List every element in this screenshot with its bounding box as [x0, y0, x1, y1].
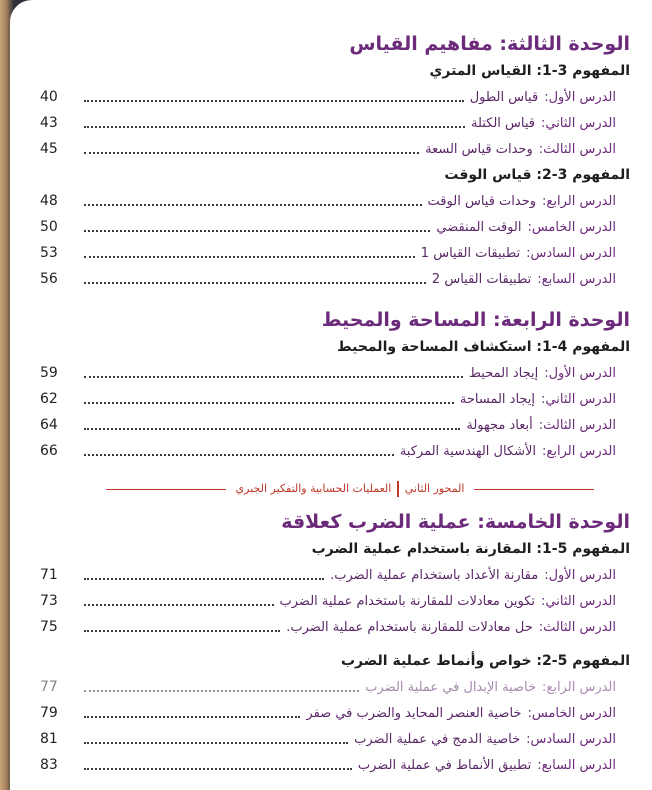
- toc-page: [10, 0, 652, 790]
- leader-dots: [84, 376, 463, 378]
- lesson-name: مقارنة الأعداد باستخدام عملية الضرب.: [330, 567, 539, 583]
- lesson-entry[interactable]: [40, 84, 630, 110]
- lesson-entry[interactable]: [40, 188, 630, 214]
- lesson-entry[interactable]: [40, 674, 630, 700]
- lesson-name: وحدات قياس الوقت: [427, 193, 537, 209]
- page-number: 43: [40, 115, 58, 131]
- lesson-name: وحدات قياس السعة: [425, 141, 533, 157]
- concept-number: المفهوم 5-2:: [536, 653, 630, 669]
- page-number: 73: [40, 593, 58, 609]
- page-number: 77: [40, 679, 58, 695]
- concept-heading: [40, 58, 630, 84]
- concept-heading: [40, 162, 630, 188]
- lesson-entry[interactable]: [40, 214, 630, 240]
- lesson-label: الدرس الأول:: [544, 365, 616, 381]
- page-number: 75: [40, 619, 58, 635]
- page-number: 62: [40, 391, 58, 407]
- lesson-name: حل معادلات للمقارنة باستخدام عملية الضرب.: [286, 619, 533, 635]
- lesson-label: الدرس الثالث:: [538, 417, 616, 433]
- leader-dots: [84, 126, 465, 128]
- axis-label: المحور الثاني: [404, 482, 465, 495]
- lesson-entry[interactable]: [40, 360, 630, 386]
- leader-dots: [84, 604, 274, 606]
- concept-heading: [40, 536, 630, 562]
- lesson-entry[interactable]: [40, 562, 630, 588]
- lesson-label: الدرس الرابع:: [542, 193, 616, 209]
- concept-number: المفهوم 5-1:: [536, 541, 630, 557]
- page-number: 71: [40, 567, 58, 583]
- unit-title: الوحدة الرابعة: المساحة والمحيط: [321, 309, 630, 331]
- leader-dots: [84, 152, 419, 154]
- axis-divider: [40, 474, 630, 504]
- lesson-name: خاصية الإبدال في عملية الضرب: [365, 679, 537, 695]
- page-number: 59: [40, 365, 58, 381]
- leader-dots: [84, 100, 464, 102]
- lesson-label: الدرس الثاني:: [541, 115, 616, 131]
- page-number: 81: [40, 731, 58, 747]
- leader-dots: [84, 578, 324, 580]
- lesson-entry[interactable]: [40, 240, 630, 266]
- lesson-entry[interactable]: [40, 386, 630, 412]
- page-number: 40: [40, 89, 58, 105]
- leader-dots: [84, 630, 280, 632]
- lesson-name: قياس الطول: [469, 89, 539, 105]
- lesson-name: تطبيقات القياس 1: [420, 245, 521, 261]
- lesson-entry[interactable]: [40, 588, 630, 614]
- lesson-label: الدرس الخامس:: [527, 705, 616, 721]
- leader-dots: [84, 204, 422, 206]
- leader-dots: [84, 256, 415, 258]
- leader-dots: [84, 690, 359, 692]
- lesson-entry[interactable]: [40, 412, 630, 438]
- page-number: 50: [40, 219, 58, 235]
- lesson-label: الدرس الخامس:: [527, 219, 616, 235]
- lesson-name: خاصية العنصر المحايد والضرب في صفر: [306, 705, 522, 721]
- divider-line: [474, 489, 594, 490]
- concept-number: المفهوم 3-2:: [536, 167, 630, 183]
- lesson-label: الدرس السادس:: [526, 245, 616, 261]
- concept-heading: [40, 648, 630, 674]
- lesson-name: أبعاد مجهولة: [466, 417, 533, 433]
- lesson-label: الدرس الثالث:: [538, 141, 616, 157]
- lesson-entry[interactable]: [40, 700, 630, 726]
- page-number: 53: [40, 245, 58, 261]
- lesson-label: الدرس الثالث:: [538, 619, 616, 635]
- lesson-label: الدرس الأول:: [544, 89, 616, 105]
- concept-number: المفهوم 4-1:: [536, 339, 630, 355]
- leader-dots: [84, 230, 430, 232]
- lesson-name: تطبيقات القياس 2: [431, 271, 532, 287]
- separator-bar: [397, 481, 399, 497]
- leader-dots: [84, 742, 348, 744]
- concept-number: المفهوم 3-1:: [536, 63, 630, 79]
- lesson-label: الدرس السابع:: [537, 757, 616, 773]
- page-number: 64: [40, 417, 58, 433]
- axis-name: العمليات الحسابية والتفكير الجبري: [235, 482, 392, 495]
- concept-heading: [40, 334, 630, 360]
- concept-name: قياس الوقت: [444, 167, 532, 183]
- concept-name: استكشاف المساحة والمحيط: [337, 339, 532, 355]
- lesson-entry[interactable]: [40, 726, 630, 752]
- page-number: 45: [40, 141, 58, 157]
- lesson-entry[interactable]: [40, 266, 630, 292]
- lesson-label: الدرس الثاني:: [541, 593, 616, 609]
- page-number: 83: [40, 757, 58, 773]
- page-number: 79: [40, 705, 58, 721]
- lesson-label: الدرس الرابع:: [542, 679, 616, 695]
- lesson-label: الدرس السادس:: [526, 731, 616, 747]
- page-number: 56: [40, 271, 58, 287]
- lesson-label: الدرس الأول:: [544, 567, 616, 583]
- concept-name: القياس المتري: [429, 63, 532, 79]
- divider-line: [106, 489, 226, 490]
- lesson-name: تكوين معادلات للمقارنة باستخدام عملية الضرب: [279, 593, 536, 609]
- leader-dots: [84, 282, 426, 284]
- leader-dots: [84, 402, 454, 404]
- axis-heading: [226, 481, 475, 497]
- lesson-name: الوقت المنقضي: [436, 219, 522, 235]
- page-number: 66: [40, 443, 58, 459]
- unit-title: الوحدة الثالثة: مفاهيم القياس: [349, 33, 630, 55]
- lesson-name: تطبيق الأنماط في عملية الضرب: [357, 757, 532, 773]
- concept-name: خواص وأنماط عملية الضرب: [340, 653, 532, 669]
- lesson-entry[interactable]: [40, 438, 630, 464]
- leader-dots: [84, 768, 352, 770]
- page-number: 48: [40, 193, 58, 209]
- lesson-label: الدرس السابع:: [537, 271, 616, 287]
- lesson-entry[interactable]: [40, 136, 630, 162]
- lesson-label: الدرس الرابع:: [542, 443, 616, 459]
- lesson-name: إيجاد المساحة: [459, 391, 536, 407]
- lesson-name: إيجاد المحيط: [468, 365, 539, 381]
- lesson-entry[interactable]: [40, 110, 630, 136]
- lesson-entry[interactable]: [40, 614, 630, 640]
- lesson-name: الأشكال الهندسية المركبة: [399, 443, 537, 459]
- unit-title: الوحدة الخامسة: عملية الضرب كعلاقة: [281, 511, 630, 533]
- lesson-label: الدرس الثاني:: [541, 391, 616, 407]
- leader-dots: [84, 454, 394, 456]
- leader-dots: [84, 428, 460, 430]
- lesson-name: قياس الكتلة: [470, 115, 536, 131]
- concept-name: المقارنة باستخدام عملية الضرب: [311, 541, 532, 557]
- leader-dots: [84, 716, 300, 718]
- lesson-entry[interactable]: [40, 752, 630, 778]
- lesson-name: خاصية الدمج في عملية الضرب: [354, 731, 521, 747]
